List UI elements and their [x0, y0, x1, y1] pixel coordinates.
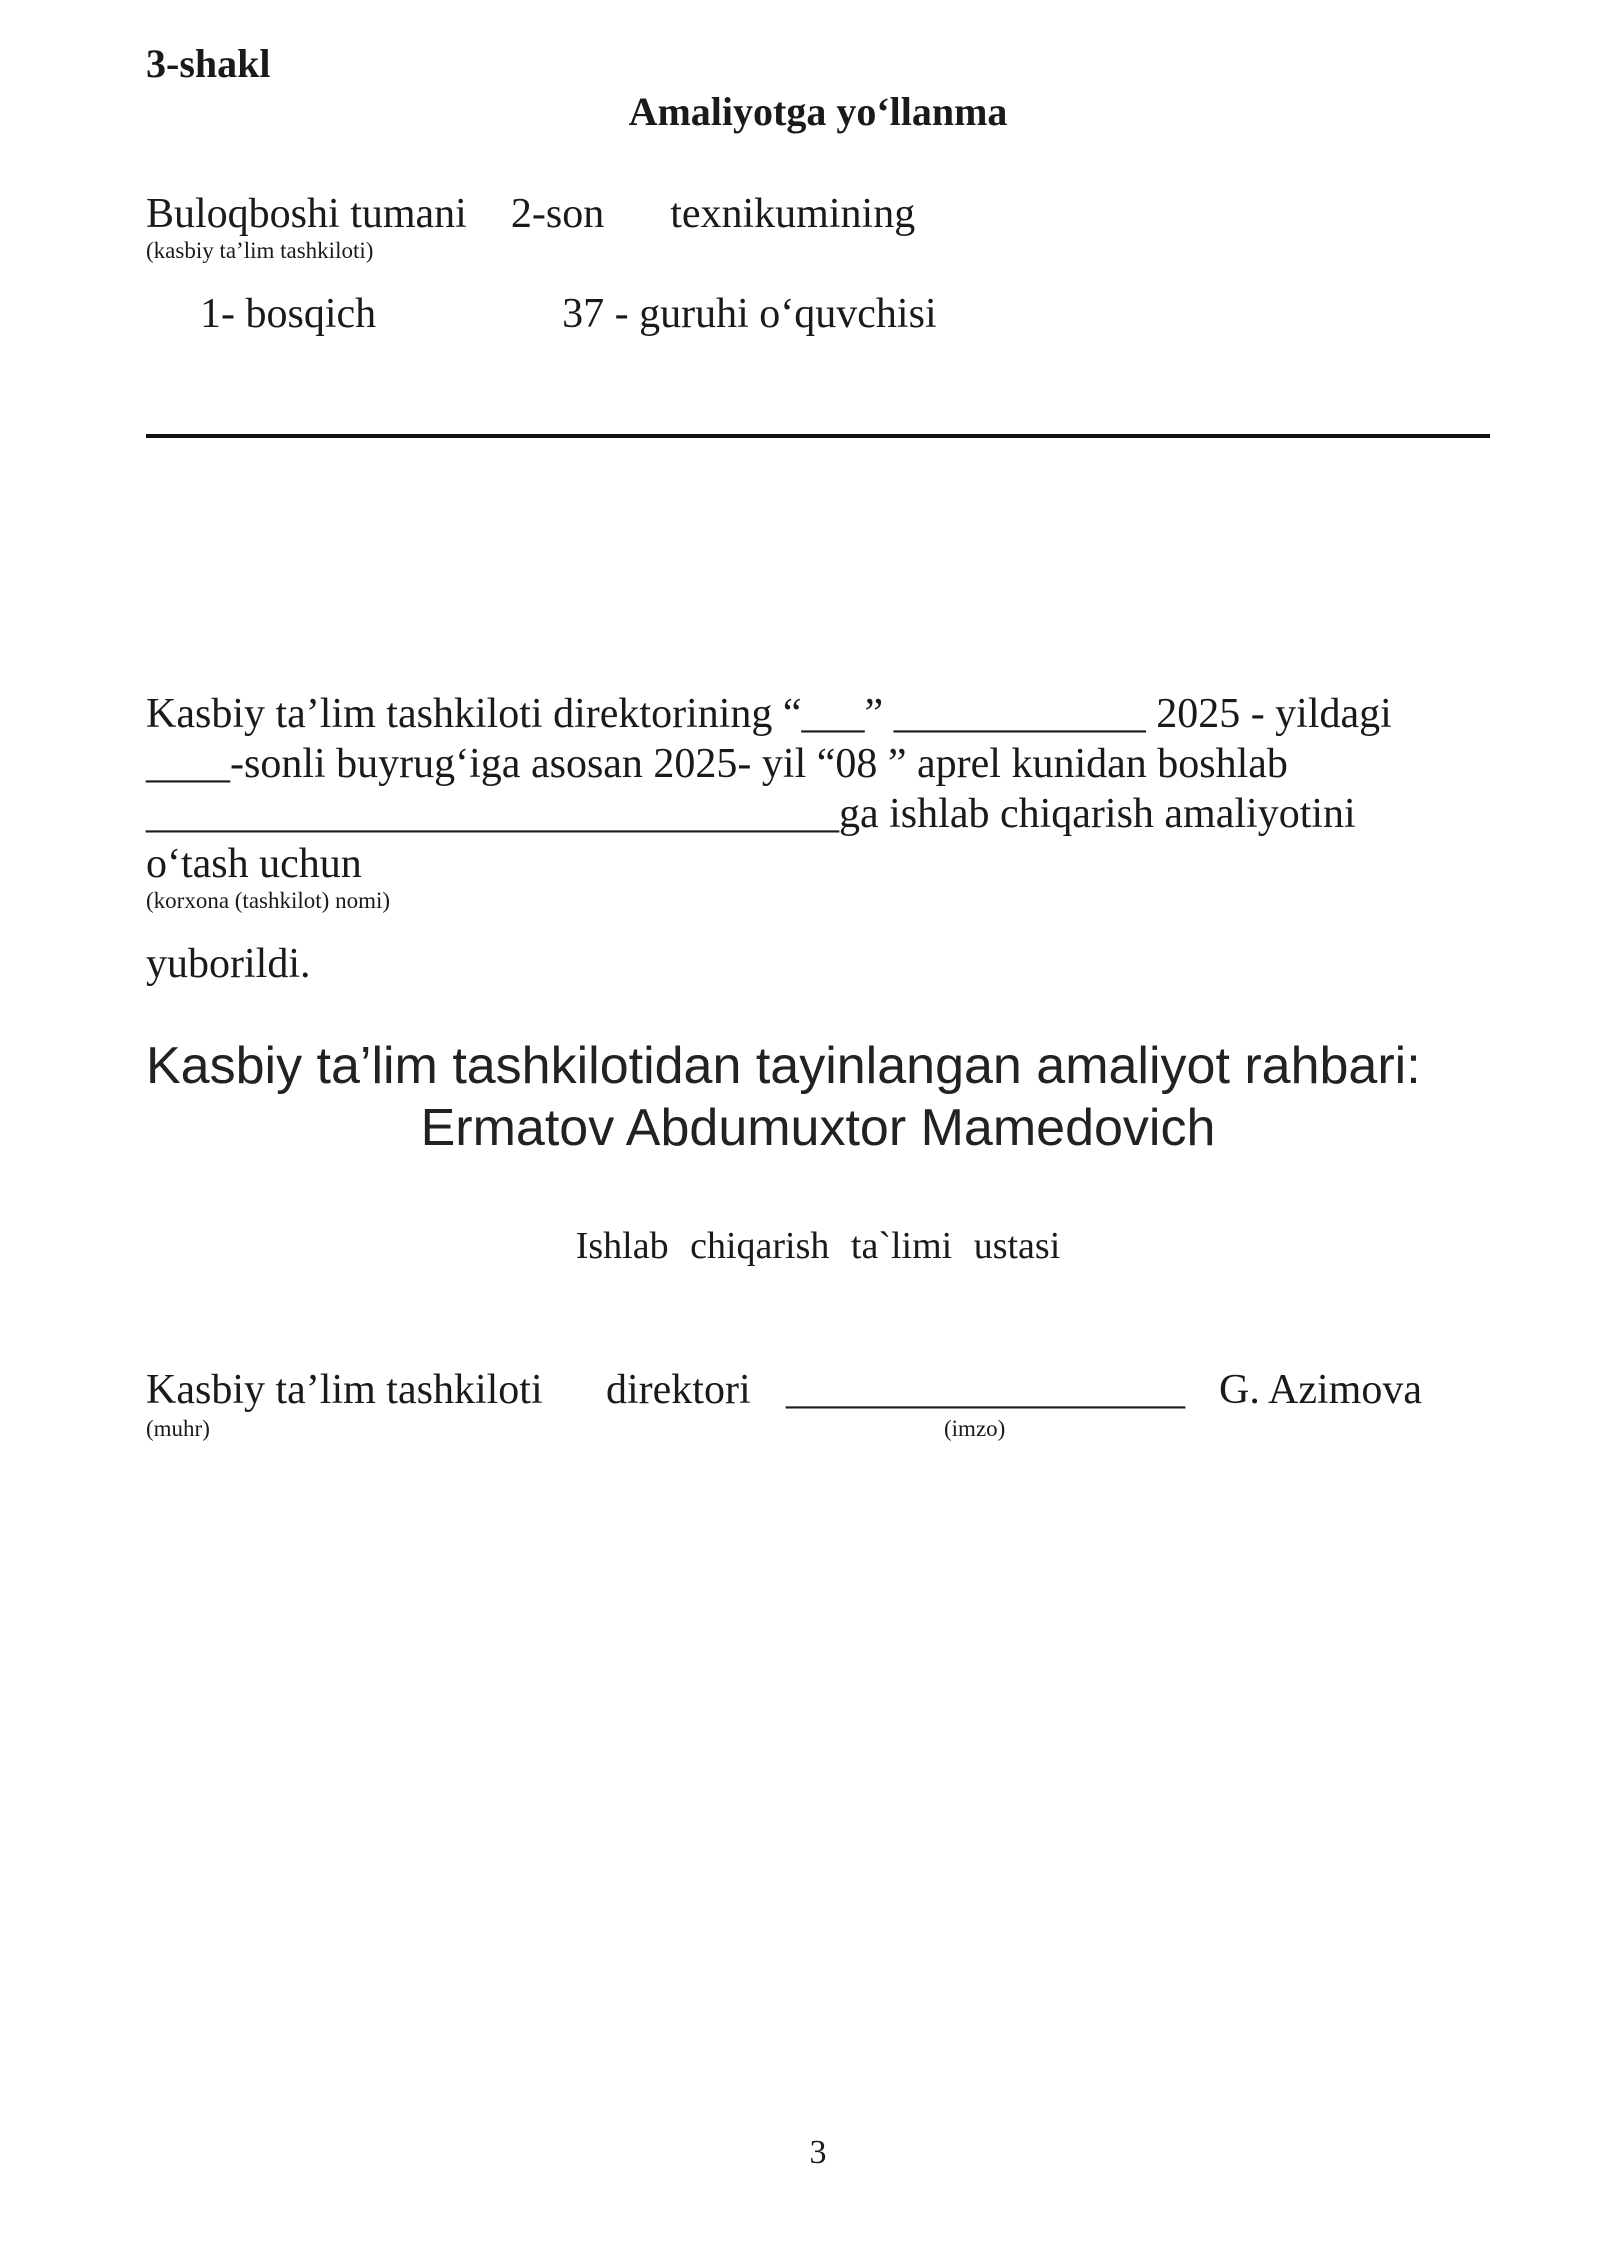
institution-caption: (kasbiy ta’lim tashkiloti)	[146, 238, 374, 263]
order-line-5: yuborildi.	[146, 941, 311, 987]
school-number-text: 2-son	[510, 191, 605, 237]
institution-line	[146, 190, 915, 238]
group-text: 37 - guruhi o‘quvchisi	[562, 291, 937, 337]
order-line-3: _________________________________ga ishlab chiqarish amaliyotini	[146, 791, 1356, 837]
form-number: 3-shakl	[146, 41, 271, 86]
stamp-caption: (muhr)	[146, 1416, 210, 1441]
page-number: 3	[809, 2134, 827, 2171]
mentor-name: Ermatov Abdumuxtor Mamedovich	[420, 1099, 1216, 1157]
enterprise-caption: (korxona (tashkilot) nomi)	[146, 888, 391, 913]
district-text: Buloqboshi tumani	[146, 191, 467, 237]
student-line	[200, 290, 937, 338]
mentor-label: Kasbiy ta’lim tashkilotidan tayinlangan amaliyot rahbari:	[146, 1037, 1421, 1095]
document-title: Amaliyotga yo‘llanma	[628, 89, 1008, 134]
signature-caption: (imzo)	[944, 1416, 1006, 1441]
stage-text: 1- bosqich	[200, 291, 377, 337]
director-name: G. Azimova	[1219, 1367, 1422, 1413]
order-line-4: o‘tash uchun	[146, 841, 362, 887]
order-line-2: ____-sonli buyrug‘iga asosan 2025- yil “08 ” aprel kunidan boshlab	[146, 741, 1288, 787]
student-name-underline	[146, 434, 1490, 438]
order-line-1: Kasbiy ta’lim tashkiloti direktorining “___” ____________ 2025 - yildagi	[146, 691, 1392, 737]
signature-blank: ___________________	[786, 1367, 1185, 1413]
director-label: Kasbiy ta’lim tashkiloti	[146, 1367, 543, 1413]
institution-text: texnikumining	[670, 191, 916, 237]
mentor-position: Ishlab chiqarish ta`limi ustasi	[575, 1225, 1061, 1267]
director-signature-line	[146, 1366, 1446, 1414]
director-role: direktori	[606, 1367, 751, 1413]
